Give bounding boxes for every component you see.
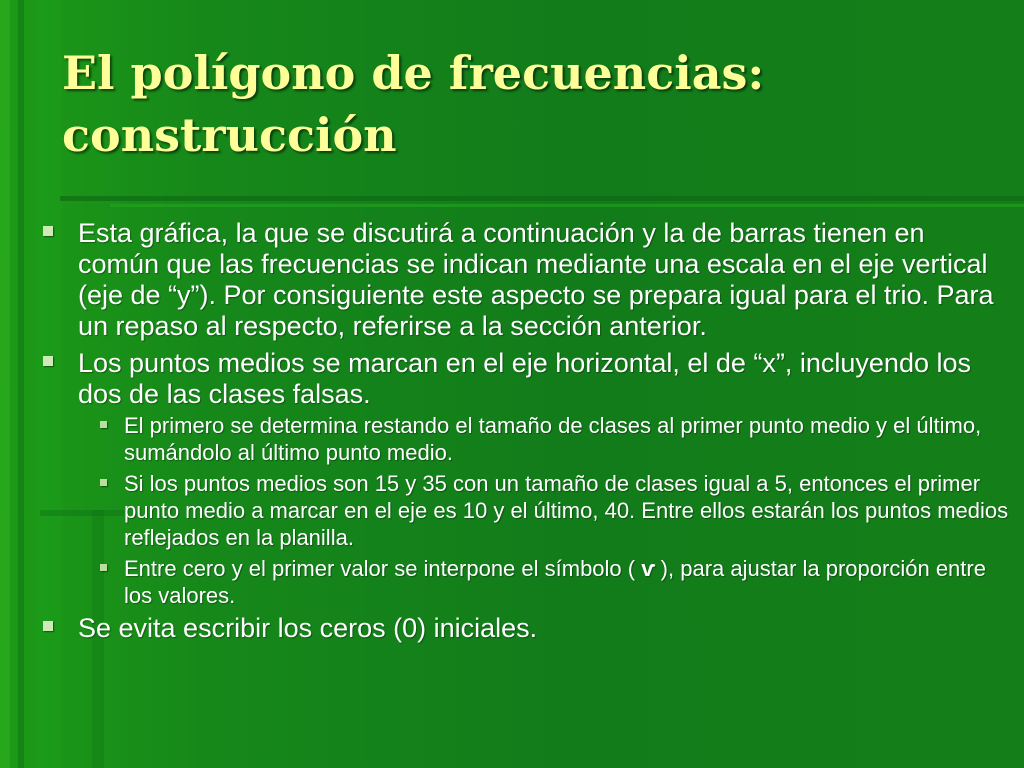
axis-break-symbol-icon: ⱱ	[641, 556, 655, 581]
square-bullet-icon	[43, 356, 53, 366]
subbullet-text-end: ), para ajustar la proporción entre los valores.	[124, 556, 986, 608]
background-stripe	[18, 0, 24, 768]
subbullet-item	[92, 555, 1010, 609]
bullet-text: Los puntos medios se marcan en el eje horizontal, el de “x”, incluyendo los dos de las clases falsas.	[78, 348, 971, 409]
background-stripe	[110, 204, 1024, 207]
square-bullet-icon	[43, 621, 53, 631]
square-bullet-icon	[100, 479, 107, 486]
subbullet-item	[92, 412, 1010, 466]
background-stripe	[60, 196, 1024, 201]
subbullet-text: Si los puntos medios son 15 y 35 con un tamaño de clases igual a 5, entonces el primer punto medio a marcar en el eje es 10 y el último, 40. Entre ellos estarán los puntos medios reflejados en la planilla.	[124, 471, 1009, 550]
slide-title-line-1: El polígono de frecuencias:	[62, 46, 765, 100]
bullet-item	[40, 218, 1010, 342]
background-stripe	[0, 0, 10, 768]
subbullet-text: El primero se determina restando el tamaño de clases al primer punto medio y el último, sumándolo al último punto medio.	[124, 413, 982, 465]
slide-body	[40, 218, 1010, 646]
bullet-item	[40, 348, 1010, 410]
bullet-text: Se evita escribir los ceros (0) iniciales.	[78, 613, 538, 643]
slide-title-line-2: construcción	[62, 108, 397, 162]
square-bullet-icon	[100, 421, 107, 428]
square-bullet-icon	[43, 226, 53, 236]
bullet-item	[40, 613, 1010, 644]
slide-title	[62, 42, 962, 166]
subbullet-item	[92, 470, 1010, 551]
bullet-text: Esta gráfica, la que se discutirá a continuación y la de barras tienen en común que las frecuencias se indican mediante una escala en el eje vertical (eje de “y”). Por consiguiente este aspecto se prepara igual para el trio. Para un repaso al respecto, referirse a la sección anterior.	[78, 218, 994, 341]
subbullet-text-start: Entre cero y el primer valor se interpone el símbolo (	[124, 556, 642, 581]
square-bullet-icon	[100, 564, 107, 571]
